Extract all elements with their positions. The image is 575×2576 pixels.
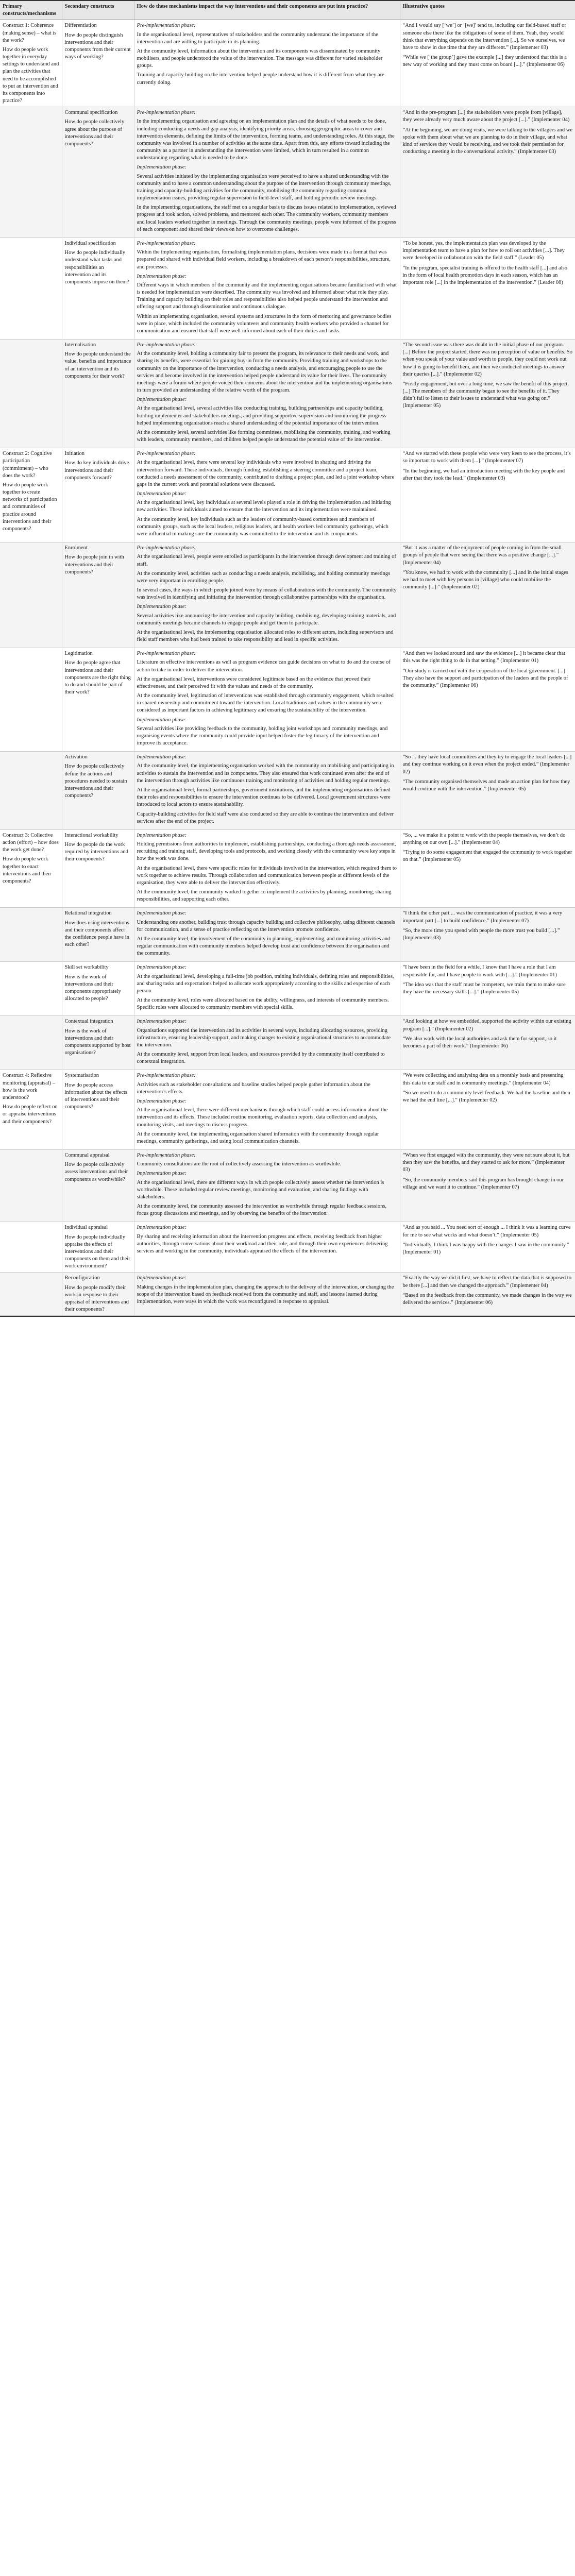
primary-construct-cell bbox=[0, 648, 62, 752]
mechanism-cell bbox=[134, 448, 400, 543]
primary-construct-cell bbox=[0, 448, 62, 543]
mechanism-paragraph: At the community level, the implementing organisation shared information with the community through regular meetings, community gatherings, and using local communication channels. bbox=[137, 1131, 379, 1144]
quotes-cell bbox=[400, 448, 575, 543]
mechanism-paragraph: In the organisational level, representatives of stakeholders and the community understand the importance of the intervention and are willing to participate in its planning. bbox=[137, 31, 378, 45]
phase-label: Implementation phase: bbox=[137, 1171, 187, 1177]
phase-label: Implementation phase: bbox=[137, 717, 187, 723]
phase-label: Pre-implementation phase: bbox=[137, 651, 196, 657]
mechanism-paragraph: At the community level, key individuals such as the leaders of community-based committees and members of community groups, such as the local leaders, religious leaders, and health workers led community gatherings, which were influential in making sure the community was committed to the intervention and its components. bbox=[137, 516, 388, 537]
primary-construct-title: Construct 3: Collective action (effort) – how does the work get done? bbox=[3, 832, 59, 853]
mechanism-cell bbox=[134, 107, 400, 238]
illustrative-quote: “At the beginning, we are doing visits, we were talking to the villagers and we spoke with them about what we are planning to do in their village, and what kind of services they would be receiving, and we took their permission for conducting a meeting in the conversational activity.” (Implementer 03) bbox=[402, 127, 572, 155]
phase-label: Pre-implementation phase: bbox=[137, 342, 196, 348]
quotes-cell bbox=[400, 1150, 575, 1222]
illustrative-quote: “So, ... we make it a point to work with the people themselves, we don’t do anything on our own [...].” (Implementer 04) bbox=[402, 832, 566, 846]
mechanism-cell bbox=[134, 908, 400, 962]
mechanism-cell bbox=[134, 238, 400, 339]
illustrative-quote: “Trying to do some engagement that engaged the community to work together on that.” (Implementer 05) bbox=[402, 850, 572, 863]
mechanism-paragraph: By sharing and receiving information about the intervention progress and effects, receiving feedback from higher authorities, through conversations about their workload and their role, and through their own experiences delivering services and working in the community, individuals appraised the effects of the intervention. bbox=[137, 1233, 388, 1254]
illustrative-quote: “In the program, specialist training is offered to the health staff [...] and also in the form of local health promotion days in each season, which has an important role [...] in the implementation of the intervention.” (Leader 08) bbox=[402, 265, 567, 285]
secondary-construct-cell bbox=[62, 340, 134, 448]
phase-label: Implementation phase: bbox=[137, 964, 187, 971]
phase-label: Pre-implementation phase: bbox=[137, 110, 196, 116]
mechanism-paragraph: Capacity-building activities for field staff were also conducted so they are able to continue the intervention and deliver services after the end of the project. bbox=[137, 811, 394, 824]
illustrative-quote: “To be honest, yes, the implementation plan was developed by the implementation team to have a plan for how to roll out activities [...]. They were developed in collaboration with the field staff.” (Leader 05) bbox=[402, 240, 565, 261]
illustrative-quote: “The community organised themselves and made an action plan for how they would continue with the intervention.” (Implementer 05) bbox=[402, 778, 570, 792]
secondary-construct-cell bbox=[62, 908, 134, 962]
mechanism-paragraph: At the organisational level, several activities like conducting training, building partnerships and capacity building, holding implementer and stakeholders meetings, and providing supportive supervision and monitoring the progress helped implementing organisations reach a shared understanding of the potential importance of the intervention. bbox=[137, 405, 386, 426]
mechanism-paragraph: At the organisational level, there were specific roles for individuals involved in the intervention, which required them to work together to achieve results. Through collaboration and communication between people at different levels of the organisation, they were able to deliver the intervention effectively. bbox=[137, 865, 397, 886]
mechanism-cell bbox=[134, 1016, 400, 1070]
mechanism-paragraph: At the organisational level, there were different mechanisms through which staff could access information about the intervention and its effects. These included routine monitoring, evaluation reports, data collection and analysis, monitoring visits, and meetings to discuss progress. bbox=[137, 1107, 388, 1128]
phase-label: Implementation phase: bbox=[137, 604, 187, 610]
mechanism-paragraph: Within an implementing organisation, several systems and structures in the form of mentoring and governance bodies were in place, which included the community volunteers and community health workers who provided a channel for communication and ensured that staff were well informed about each of their duties and tasks. bbox=[137, 313, 392, 334]
phase-label: Implementation phase: bbox=[137, 273, 187, 279]
mechanism-paragraph: At the organisational level, formal partnerships, government institutions, and the implementing organisations defined their roles and responsibilities to ensure the intervention continues to be delivered. Local government structures were introduced to local actors to ensure sustainability. bbox=[137, 787, 391, 808]
secondary-construct-description: How do people collectively define the actions and procedures needed to sustain interventions and their components? bbox=[64, 764, 127, 799]
mechanism-paragraph: In the implementing organisation and agreeing on an implementation plan and the details of what needs to be done, including conducting a needs and gap analysis, identifying priority areas, choosing geographic areas to cover and intervention elements, defining the limits of the intervention, forming teams, and understanding roles. At this stage, the community was involved in a number of activities at the same time. Apart from this, any efforts toward including the community as a partner in understanding the intervention were limited, which in turn resulted in a common understanding regarding what is needed to be done. bbox=[137, 118, 395, 161]
phase-label: Pre-implementation phase: bbox=[137, 240, 196, 246]
illustrative-quote: “We were collecting and analysing data on a monthly basis and presenting this data to our staff and in community meetings.” (Implementer 04) bbox=[402, 1073, 564, 1086]
secondary-construct-description: How do people modify their work in response to their appraisal of interventions and their components? bbox=[64, 1284, 129, 1313]
mechanism-paragraph: At the organisational level, there are different ways in which people collectively assess whether the intervention is worthwhile. These included regular review meetings, monitoring and evaluation, and sharing findings with stakeholders. bbox=[137, 1179, 384, 1200]
illustrative-quote: “And I would say [‘we’] or ‘[we]’ tend to, including our field-based staff or someone else there like the obligations of some of them. Yeah, they would think that everything depends on the intervention [...]. So we ourselves, we have to show in due time that they are different.” (Implementer 03) bbox=[402, 23, 566, 50]
mechanism-paragraph: Understanding one another, building trust through capacity building and collective philosophy, using different channels for communication, and a sense of practice reflecting on the intervention promote confidence. bbox=[137, 919, 395, 933]
quotes-cell bbox=[400, 1222, 575, 1273]
illustrative-quote: “So we used to do a community level feedback. We had the baseline and then we had the end line [...].” (Implementer 02) bbox=[402, 1090, 570, 1103]
mechanism-paragraph: Making changes in the implementation plan, changing the approach to the delivery of the intervention, or changing the scope of the intervention based on feedback received from the community and staff, and lessons learned during implementation, were ways in which the work was reconfigured in response to appraisal. bbox=[137, 1284, 394, 1304]
illustrative-quote: “So, the more time you spend with people the more trust you build [...].” (Implementer 03) bbox=[402, 927, 560, 941]
primary-construct-cell bbox=[0, 752, 62, 830]
secondary-construct-cell bbox=[62, 238, 134, 339]
illustrative-quote: “I have been in the field for a while, I know that I have a role that I am responsible for, and I have people to work with [...].” (Implementer 01) bbox=[402, 964, 557, 978]
table-body bbox=[0, 20, 575, 1316]
quotes-cell bbox=[400, 543, 575, 648]
secondary-construct-description: How is the work of interventions and their components appropriately allocated to people? bbox=[64, 974, 121, 1002]
phase-label: Pre-implementation phase: bbox=[137, 1073, 196, 1079]
primary-construct-cell bbox=[0, 1016, 62, 1070]
table-row bbox=[0, 543, 575, 648]
phase-label: Implementation phase: bbox=[137, 832, 187, 838]
mechanism-paragraph: At the organisational level, key individuals at several levels played a role in driving the implementation and initiating new activities. These individuals aimed to ensure that the intervention and its implementation were maintained. bbox=[137, 500, 391, 513]
secondary-construct-description: How do key individuals drive interventions and their components forward? bbox=[64, 460, 129, 481]
quotes-cell bbox=[400, 340, 575, 448]
illustrative-quote: “The second issue was there was doubt in the initial phase of our program. [...] Before the project started, there was no perception of value or benefits. So when you speak of your value and worth to people, they could not work out how it is going to benefit them, and then we conducted meetings to answer their queries [...].” (Implementer 02) bbox=[402, 342, 572, 377]
illustrative-quote: “So ... they have local committees and they try to engage the local leaders [...] and they continue working on it even when the project ended.” (Implementer 02) bbox=[402, 754, 572, 775]
illustrative-quote: “Exactly the way we did it first, we have to reflect the data that is supposed to be there [...] and then we changed the approach.” (Implementer 04) bbox=[402, 1275, 571, 1289]
secondary-construct-title: Contextual integration bbox=[64, 1019, 113, 1025]
nmp-mechanisms-table bbox=[0, 1, 575, 1316]
mechanism-cell bbox=[134, 340, 400, 448]
column-header-primary: Primary constructs/mechanisms bbox=[0, 1, 62, 20]
quotes-cell bbox=[400, 829, 575, 908]
secondary-construct-description: How do people access information about the effects of interventions and their components? bbox=[64, 1082, 127, 1110]
mechanism-paragraph: Literature on effective interventions as well as program evidence can guide decisions on what to do and the course of action to take in order to deliver the intervention. bbox=[137, 659, 391, 673]
illustrative-quote: “In the beginning, we had an introduction meeting with the key people and after that they took the lead.” (Implementer 03) bbox=[402, 468, 565, 481]
phase-label: Implementation phase: bbox=[137, 491, 187, 497]
illustrative-quote: “And in the pre-program [...] the stakeholders were people from [village], they were already very much aware about the project [...].” (Implementer 04) bbox=[402, 110, 570, 123]
table-row bbox=[0, 1273, 575, 1316]
mechanism-cell bbox=[134, 1070, 400, 1150]
mechanism-paragraph: In several cases, the ways in which people joined were by means of collaborations with the community. The community was involved in identifying and initiating the intervention through collaborative partnerships with the organisation. bbox=[137, 587, 397, 601]
table-row bbox=[0, 107, 575, 238]
mechanism-paragraph: At the organisational level, there were several key individuals who were involved in shaping and driving the intervention forward. These individuals, through funding, establishing a steering committee and a project team, conducted a needs assessment of the community, contributed to drafting a project plan, and led a joint workshop where gaps in the current work and potential solutions were discussed. bbox=[137, 460, 395, 487]
secondary-construct-description: How do people do the work required by interventions and their components? bbox=[64, 842, 128, 862]
mechanism-paragraph: Different ways in which members of the community and the implementing organisations became familiarised with what is needed for implementation were described. The community was involved and informed about what role they play. Training and capacity building on their roles and responsibilities also helped people understand the intervention and offering support and through dissemination and continuous dialogue. bbox=[137, 282, 397, 310]
quotes-cell bbox=[400, 1070, 575, 1150]
illustrative-quote: “I think the other part ... was the communication of practice, it was a very important part [...] to build confidence.” (Implementer 07) bbox=[402, 910, 563, 924]
mechanism-paragraph: Community consultations are the root of collectively assessing the intervention as worthwhile. bbox=[137, 1161, 342, 1167]
mechanism-paragraph: At the organisational level, developing a full-time job position, training individuals, defining roles and responsibilities, and sharing tasks and expectations helped to allocate work appropriately according to the skills and expertise of each person. bbox=[137, 973, 394, 994]
mechanism-paragraph: Several activities like providing feedback to the community, holding joint workshops and community meetings, and organising events where the community could provide input helped foster the legitimacy of the intervention and improve its acceptance. bbox=[137, 725, 388, 747]
phase-label: Implementation phase: bbox=[137, 397, 187, 403]
primary-construct-cell bbox=[0, 1222, 62, 1273]
table-row bbox=[0, 340, 575, 448]
secondary-construct-description: How is the work of interventions and their components supported by host organisations? bbox=[64, 1028, 131, 1056]
phase-label: Pre-implementation phase: bbox=[137, 545, 196, 551]
secondary-construct-cell bbox=[62, 829, 134, 908]
secondary-construct-description: How do people collectively assess interventions and their components as worthwhile? bbox=[64, 1162, 128, 1182]
phase-label: Pre-implementation phase: bbox=[137, 1153, 196, 1159]
primary-construct-cell bbox=[0, 107, 62, 238]
illustrative-quote: “Firstly engagement, but over a long time, we saw the benefit of this project. [...] The members of the community began to see the benefits of it. They didn’t fail to listen to their issues to understand what was going on.” (Implementer 05) bbox=[402, 381, 569, 409]
illustrative-quote: “But it was a matter of the enjoyment of people coming in from the small groups of people that were seeing that there was a positive change [...].” (Implementer 04) bbox=[402, 545, 562, 566]
primary-construct-cell bbox=[0, 829, 62, 908]
table-row bbox=[0, 448, 575, 543]
secondary-construct-title: Individual specification bbox=[64, 240, 116, 246]
illustrative-quote: “Our study is carried out with the cooperation of the local government. [...] They also have the support and participation of the leaders and the people of the community.” (Implementer 06) bbox=[402, 668, 568, 688]
table-row bbox=[0, 1016, 575, 1070]
mechanism-paragraph: Training and capacity building on the intervention helped people understand how it is different from what they are currently doing. bbox=[137, 72, 384, 86]
primary-construct-description: How do people reflect on or appraise interventions and their components? bbox=[3, 1104, 58, 1125]
secondary-construct-title: Reconfiguration bbox=[64, 1275, 100, 1281]
secondary-construct-cell bbox=[62, 1273, 134, 1316]
secondary-construct-title: Differentiation bbox=[64, 23, 97, 29]
illustrative-quote: “And as you said ... You need sort of enough ... I think it was a learning curve for me to see what works and what doesn’t.” (Implementer 05) bbox=[402, 1225, 571, 1238]
mechanism-paragraph: At the organisational level, interventions were considered legitimate based on the evidence that proved their effectiveness, and their perceived fit with the values and needs of the community. bbox=[137, 676, 371, 689]
table-row bbox=[0, 1070, 575, 1150]
secondary-construct-cell bbox=[62, 448, 134, 543]
mechanism-paragraph: At the community level, the implementing organisation worked with the community on mobilising and participating in activities to sustain the intervention and its components. They also ensured that work continued even after the end of the intervention through activities like continuous training and monitoring of activities and holding regular meetings. bbox=[137, 763, 394, 784]
table-row bbox=[0, 1222, 575, 1273]
mechanism-paragraph: At the community level, holding a community fair to present the program, its relevance to their needs and work, and sharing its benefits, were essential for gaining buy-in from the community. Providing training and workshops to the community on the importance of the intervention, conducting a needs analysis, and encouraging people to use the services and become involved in the intervention helped people understand its value for their lives. The community meetings were a forum where people voiced their concerns about the intervention and the implementing organisations in turn provided an understanding of the relative worth of the program. bbox=[137, 351, 392, 394]
secondary-construct-title: Enrolment bbox=[64, 545, 88, 551]
secondary-construct-title: Interactional workability bbox=[64, 832, 119, 838]
secondary-construct-title: Systematisation bbox=[64, 1073, 99, 1079]
column-header-quotes: Illustrative quotes bbox=[400, 1, 575, 20]
secondary-construct-cell bbox=[62, 962, 134, 1016]
mechanism-paragraph: At the community level, legitimation of interventions was established through community engagement, which resulted in shared ownership and commitment toward the intervention. Local traditions and values in the community were considered as important factors in achieving legitimacy and ensuring the sustainability of the intervention. bbox=[137, 693, 394, 714]
illustrative-quote: “You know, we had to work with the community [...] and in the initial stages we had to meet with key persons in [village] who could mobilise the community [...].” (Implementer 02) bbox=[402, 569, 568, 590]
secondary-construct-cell bbox=[62, 107, 134, 238]
mechanism-cell bbox=[134, 20, 400, 107]
secondary-construct-cell bbox=[62, 20, 134, 107]
quotes-cell bbox=[400, 648, 575, 752]
primary-construct-cell bbox=[0, 20, 62, 107]
table-row bbox=[0, 829, 575, 908]
secondary-construct-title: Initiation bbox=[64, 451, 84, 457]
primary-construct-title: Construct 2: Cognitive participation (commitment) – who does the work? bbox=[3, 451, 52, 479]
mechanism-paragraph: At the community level, activities such as conducting a needs analysis, mobilising, and holding community meetings were very important in enrolling people. bbox=[137, 570, 391, 584]
primary-construct-cell bbox=[0, 908, 62, 962]
table-row bbox=[0, 752, 575, 830]
illustrative-quote: “We also work with the local authorities and ask them for support, so it becomes a part of their work.” (Implementer 06) bbox=[402, 1036, 557, 1049]
mechanism-paragraph: In the implementing organisations, the staff met on a regular basis to discuss issues related to implementation, reviewed progress and took action, solved problems, and mentored each other. The community workers, community members and local leaders worked together in meetings. Through the community meetings, people were informed of the progress of each component and shared their views on how to overcome challenges. bbox=[137, 205, 396, 232]
phase-label: Implementation phase: bbox=[137, 910, 187, 917]
quotes-cell bbox=[400, 908, 575, 962]
table-row bbox=[0, 908, 575, 962]
mechanism-paragraph: At the organisational level, people were enrolled as participants in the intervention through development and training of staff. bbox=[137, 554, 396, 567]
primary-construct-description: How do people work together to enact interventions and their components? bbox=[3, 856, 52, 884]
secondary-construct-cell bbox=[62, 1016, 134, 1070]
illustrative-quote: “And looking at how we embedded, supported the activity within our existing program [...].” (Implementer 02) bbox=[402, 1019, 571, 1032]
secondary-construct-description: How does using interventions and their components affect the confidence people have in each other? bbox=[64, 920, 129, 948]
quotes-cell bbox=[400, 238, 575, 339]
secondary-construct-title: Legitimation bbox=[64, 651, 93, 657]
secondary-construct-title: Skill set workability bbox=[64, 964, 109, 971]
table-row bbox=[0, 238, 575, 339]
secondary-construct-description: How do people join in with interventions and their components? bbox=[64, 554, 124, 575]
primary-construct-cell bbox=[0, 543, 62, 648]
secondary-construct-cell bbox=[62, 752, 134, 830]
mechanism-paragraph: At the community level, the community assessed the intervention as worthwhile through regular feedback sessions, focus group discussions and meetings, and by observing the benefits of the intervention. bbox=[137, 1204, 387, 1217]
table-row bbox=[0, 20, 575, 107]
illustrative-quote: “Based on the feedback from the community, we made changes in the way we delivered the services.” (Implementer 06) bbox=[402, 1292, 572, 1306]
illustrative-quote: “And then we looked around and saw the evidence [...] it became clear that this was the right thing to do in that setting.” (Implementer 01) bbox=[402, 651, 565, 664]
table-row bbox=[0, 1150, 575, 1222]
quotes-cell bbox=[400, 962, 575, 1016]
secondary-construct-description: How do people individually understand what tasks and responsibilities an intervention and its components impose on them? bbox=[64, 250, 129, 285]
mechanism-paragraph: Activities such as stakeholder consultations and baseline studies helped people gather information about the intervention’s effects. bbox=[137, 1081, 370, 1095]
mechanism-cell bbox=[134, 829, 400, 908]
secondary-construct-title: Activation bbox=[64, 754, 88, 760]
quotes-cell bbox=[400, 752, 575, 830]
mechanism-paragraph: Organisations supported the intervention and its activities in several ways, including allocating resources, providing infrastructure, ensuring leadership support, and making changes to existing organisational structures to accommodate the intervention. bbox=[137, 1027, 391, 1048]
secondary-construct-description: How do people distinguish interventions and their components from their current ways of working? bbox=[64, 32, 131, 60]
mechanism-cell bbox=[134, 543, 400, 648]
secondary-construct-title: Relational integration bbox=[64, 910, 112, 917]
primary-construct-cell bbox=[0, 238, 62, 339]
secondary-construct-description: How do people agree that interventions and their components are the right thing to do and should be part of their work? bbox=[64, 660, 131, 696]
secondary-construct-description: How do people collectively agree about the purpose of interventions and their components? bbox=[64, 119, 125, 147]
primary-construct-cell bbox=[0, 962, 62, 1016]
mechanism-paragraph: At the community level, support from local leaders, and resources provided by the community itself contributed to contextual integration. bbox=[137, 1052, 385, 1065]
secondary-construct-title: Internalisation bbox=[64, 342, 96, 348]
secondary-construct-description: How do people understand the value, benefits and importance of an intervention and its components for their work? bbox=[64, 351, 131, 379]
mechanism-paragraph: At the community level, the community worked together to implement the activities by planning, monitoring, sharing responsibilities, and supporting each other. bbox=[137, 889, 392, 903]
secondary-construct-cell bbox=[62, 1070, 134, 1150]
secondary-construct-cell bbox=[62, 1150, 134, 1222]
primary-construct-description: How do people work together in everyday settings to understand and plan the activities that need to be accomplished to put an intervention and its components into practice? bbox=[3, 46, 59, 104]
quotes-cell bbox=[400, 107, 575, 238]
mechanism-paragraph: At the community level, roles were allocated based on the ability, willingness, and interests of community members. Specific roles were allocated to community members with special skills. bbox=[137, 997, 389, 1011]
primary-construct-cell bbox=[0, 1070, 62, 1150]
primary-construct-cell bbox=[0, 1150, 62, 1222]
mechanism-paragraph: At the community level, several activities like forming committees, mobilising the community, training, and working with leaders, community members, and children helped people understand the potential value of the intervention. bbox=[137, 429, 391, 443]
secondary-construct-cell bbox=[62, 1222, 134, 1273]
phase-label: Implementation phase: bbox=[137, 1019, 187, 1025]
illustrative-quote: “While we [‘the group’] gave the example [...] they understood that this is a new way of working and they must come on board [...].” (Implementer 06) bbox=[402, 55, 567, 68]
secondary-construct-title: Individual appraisal bbox=[64, 1225, 108, 1231]
mechanism-paragraph: Several activities like announcing the intervention and capacity building, mobilising, developing training materials, and community meetings became channels to engage people and get them to participate. bbox=[137, 613, 396, 626]
illustrative-quote: “The idea was that the staff must be competent, we train them to make sure they have the necessary skills [...].” (Implementer 05) bbox=[402, 981, 566, 995]
illustrative-quote: “So, the community members said this program has brought change in our village and we want it to continue.” (Implementer 07) bbox=[402, 1177, 564, 1190]
mechanism-paragraph: At the community level, the involvement of the community in planning, implementing, and monitoring activities and regular communication with community members helped develop trust and confidence between the organisation and the community. bbox=[137, 936, 391, 957]
column-header-secondary: Secondary constructs bbox=[62, 1, 134, 20]
secondary-construct-cell bbox=[62, 543, 134, 648]
mechanism-cell bbox=[134, 1273, 400, 1316]
phase-label: Implementation phase: bbox=[137, 1225, 187, 1231]
phase-label: Implementation phase: bbox=[137, 164, 187, 171]
secondary-construct-description: How do people individually appraise the effects of interventions and their components on them and their work environment? bbox=[64, 1234, 130, 1269]
table-row bbox=[0, 648, 575, 752]
quotes-cell bbox=[400, 20, 575, 107]
mechanism-cell bbox=[134, 752, 400, 830]
mechanism-paragraph: Holding permissions from authorities to implement, establishing partnerships, conducting a thorough needs assessment, recruiting and training staff, developing tools and protocols, and working closely with the community were key steps in how the work was done. bbox=[137, 841, 396, 862]
phase-label: Pre-implementation phase: bbox=[137, 451, 196, 457]
mechanism-paragraph: At the organisational level, the implementing organisation allocated roles to different actors, including supervisors and field staff members who had been trained to take responsibility and lead in specific activities. bbox=[137, 629, 394, 643]
primary-construct-cell bbox=[0, 1273, 62, 1316]
primary-construct-cell bbox=[0, 340, 62, 448]
secondary-construct-title: Communal appraisal bbox=[64, 1153, 110, 1159]
primary-construct-title: Construct 1: Coherence (making sense) – what is the work? bbox=[3, 23, 57, 43]
mechanism-cell bbox=[134, 1150, 400, 1222]
mechanism-paragraph: Within the implementing organisation, formalising implementation plans, decisions were made in a format that was prepared and shared with individual field workers, including a breakdown of each person’s responsibilities, structure, and processes. bbox=[137, 249, 391, 270]
table-row bbox=[0, 962, 575, 1016]
primary-construct-title: Construct 4: Reflexive monitoring (appraisal) – how is the work understood? bbox=[3, 1073, 56, 1100]
primary-construct-description: How do people work together to create networks of participation and communities of practice around interventions and their components? bbox=[3, 482, 57, 532]
mechanism-cell bbox=[134, 962, 400, 1016]
mechanism-cell bbox=[134, 1222, 400, 1273]
mechanism-paragraph: Several activities initiated by the implementing organisation were perceived to have a shared understanding with the community and to have a common understanding about the purpose of the intervention through community meetings, training and capacity-building activities for the community, mobilising the community regarding common implementation issues, providing regular supervision to field-level staff, and holding periodic review meetings. bbox=[137, 173, 392, 201]
column-header-mechanisms: How do these mechanisms impact the way interventions and their components are put into practice? bbox=[134, 1, 400, 20]
illustrative-quote: “Individually, I think I was happy with the changes I saw in the community.” (Implementer 01) bbox=[402, 1242, 569, 1255]
mechanism-paragraph: At the community level, information about the intervention and its components was disseminated by community mobilisers, and people understood the value of the intervention. The message was different for varied stakeholder groups. bbox=[137, 48, 383, 69]
table-header-row bbox=[0, 1, 575, 20]
phase-label: Implementation phase: bbox=[137, 1098, 187, 1104]
mechanism-cell bbox=[134, 648, 400, 752]
quotes-cell bbox=[400, 1016, 575, 1070]
secondary-construct-cell bbox=[62, 648, 134, 752]
secondary-construct-title: Communal specification bbox=[64, 110, 118, 116]
phase-label: Implementation phase: bbox=[137, 1275, 187, 1281]
quotes-cell bbox=[400, 1273, 575, 1316]
illustrative-quote: “When we first engaged with the community, they were not sure about it, but then they saw the benefits, and they started to ask for more.” (Implementer 03) bbox=[402, 1153, 570, 1173]
illustrative-quote: “And we started with these people who were very keen to see the process, it’s so important to work with them [...].” (Implementer 07) bbox=[402, 451, 571, 464]
phase-label: Pre-implementation phase: bbox=[137, 23, 196, 29]
phase-label: Implementation phase: bbox=[137, 754, 187, 760]
